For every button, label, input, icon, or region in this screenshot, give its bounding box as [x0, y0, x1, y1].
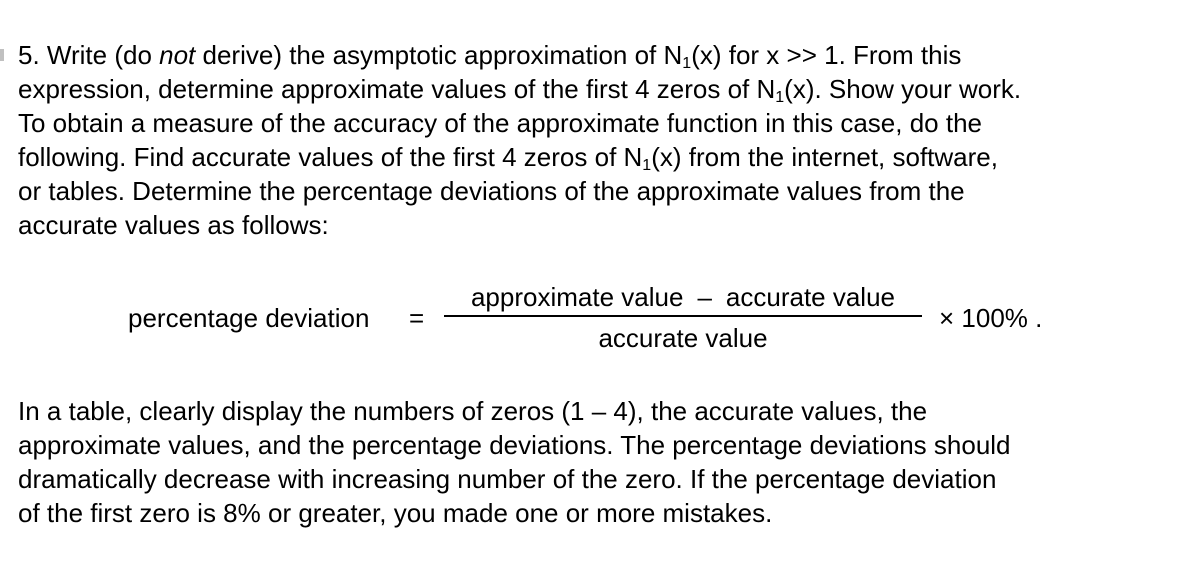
text-run: (x) from the internet, software,	[651, 142, 998, 172]
subscript: 1	[642, 157, 652, 174]
text-run: derive) the asymptotic approximation of N	[195, 40, 683, 70]
margin-mark	[0, 49, 4, 61]
equals-sign: =	[409, 303, 425, 333]
subscript: 1	[682, 55, 692, 72]
text-line: approximate values, and the percentage deviations. The percentage deviations should	[18, 430, 1011, 460]
text-line: In a table, clearly display the numbers of zeros (1 – 4), the accurate values, the	[18, 396, 928, 426]
text-line	[18, 72, 1188, 106]
fraction	[444, 280, 922, 355]
fraction-denominator: accurate value	[598, 323, 768, 353]
text-run: (x) for x >> 1. From this	[691, 40, 962, 70]
text-run: expression, determine approximate values of the first 4 zeros of N	[18, 74, 776, 104]
text-line: To obtain a measure of the accuracy of the approximate function in this case, do the	[18, 108, 983, 138]
text-line: or tables. Determine the percentage deviations of the approximate values from the	[18, 176, 965, 206]
text-run: (x). Show your work.	[784, 74, 1022, 104]
fraction-bar	[444, 315, 922, 317]
equation-label: percentage deviation	[128, 303, 370, 333]
text-line: of the first zero is 8% or greater, you made one or more mistakes.	[18, 498, 773, 528]
subscript: 1	[775, 89, 785, 106]
problem-paragraph-1	[18, 38, 1188, 242]
minus-sign: –	[697, 282, 712, 312]
numerator-term: accurate value	[725, 282, 896, 312]
multiplier-term: × 100% .	[939, 303, 1043, 333]
problem-paragraph-2	[18, 394, 1188, 530]
text-line	[18, 140, 1188, 174]
fraction-numerator	[444, 280, 922, 314]
emphasis-text: not	[159, 40, 196, 70]
text-run: following. Find accurate values of the first 4 zeros of N	[18, 142, 643, 172]
text-line	[18, 38, 1188, 72]
text-line: dramatically decrease with increasing number of the zero. If the percentage deviation	[18, 464, 997, 494]
text-run: 5. Write (do	[18, 40, 160, 70]
numerator-term: approximate value	[470, 282, 684, 312]
text-line: accurate values as follows:	[18, 210, 329, 240]
